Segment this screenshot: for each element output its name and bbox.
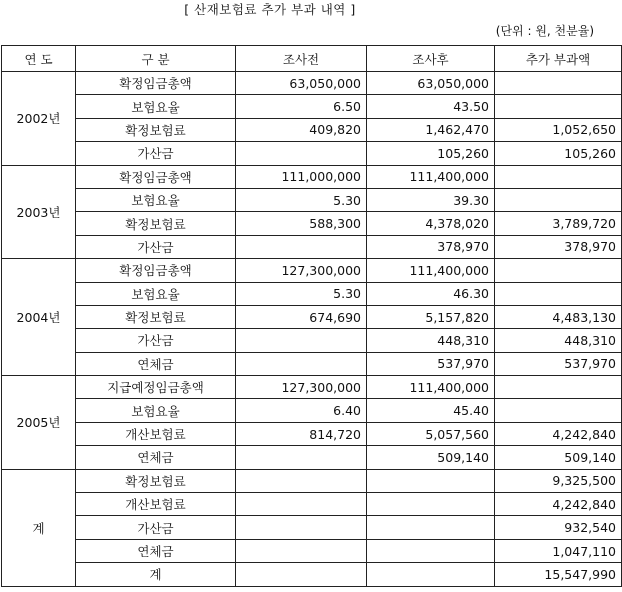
table-row [2,259,622,282]
after-value-cell: 45.40 [367,399,495,422]
after-value-cell: 111,400,000 [367,165,495,188]
table-row [2,235,622,258]
extra-charge-cell [495,188,622,211]
table-row [2,329,622,352]
table-row [2,95,622,118]
after-value-cell [367,493,495,516]
before-value-cell: 674,690 [236,305,367,328]
after-value-cell: 43.50 [367,95,495,118]
extra-charge-cell: 537,970 [495,352,622,375]
after-value-cell: 46.30 [367,282,495,305]
before-value-cell: 63,050,000 [236,72,367,95]
extra-charge-cell: 1,052,650 [495,118,622,141]
extra-charge-cell: 105,260 [495,142,622,165]
category-cell: 지급예정임금총액 [76,376,236,399]
surcharge-table [1,45,622,587]
year-cell: 2005년 [2,376,76,470]
header-year: 연 도 [2,46,76,72]
extra-charge-cell: 932,540 [495,516,622,539]
table-row [2,305,622,328]
category-cell: 보험요율 [76,95,236,118]
extra-charge-cell: 1,047,110 [495,539,622,562]
table-body [2,72,622,587]
category-cell: 확정임금총액 [76,165,236,188]
after-value-cell: 5,057,560 [367,422,495,445]
category-cell: 확정보험료 [76,305,236,328]
category-cell: 보험요율 [76,282,236,305]
extra-charge-cell: 448,310 [495,329,622,352]
after-value-cell [367,516,495,539]
category-cell: 가산금 [76,329,236,352]
category-cell: 확정보험료 [76,118,236,141]
header-before: 조사전 [236,46,367,72]
extra-charge-cell: 3,789,720 [495,212,622,235]
category-cell: 연체금 [76,539,236,562]
after-value-cell: 1,462,470 [367,118,495,141]
before-value-cell [236,469,367,492]
extra-charge-cell: 378,970 [495,235,622,258]
before-value-cell [236,446,367,469]
category-cell: 확정보험료 [76,212,236,235]
before-value-cell: 5.30 [236,188,367,211]
category-cell: 연체금 [76,446,236,469]
before-value-cell: 409,820 [236,118,367,141]
extra-charge-cell: 4,242,840 [495,422,622,445]
table-row [2,165,622,188]
year-cell: 계 [2,469,76,586]
category-cell: 개산보험료 [76,493,236,516]
before-value-cell: 127,300,000 [236,376,367,399]
table-row [2,399,622,422]
extra-charge-cell [495,259,622,282]
table-row [2,118,622,141]
year-cell: 2003년 [2,165,76,259]
category-cell: 확정보험료 [76,469,236,492]
before-value-cell [236,352,367,375]
after-value-cell: 39.30 [367,188,495,211]
document-title: [ 산재보험료 추가 부과 내역 ] [184,2,356,17]
after-value-cell: 111,400,000 [367,376,495,399]
header-after: 조사후 [367,46,495,72]
category-cell: 확정임금총액 [76,72,236,95]
after-value-cell: 111,400,000 [367,259,495,282]
table-row [2,188,622,211]
after-value-cell: 448,310 [367,329,495,352]
table-row [2,376,622,399]
category-cell: 보험요율 [76,188,236,211]
after-value-cell [367,469,495,492]
before-value-cell [236,235,367,258]
after-value-cell: 378,970 [367,235,495,258]
table-row [2,516,622,539]
extra-charge-cell: 4,242,840 [495,493,622,516]
extra-charge-cell [495,72,622,95]
extra-charge-cell: 9,325,500 [495,469,622,492]
before-value-cell: 6.40 [236,399,367,422]
extra-charge-cell [495,399,622,422]
after-value-cell: 509,140 [367,446,495,469]
year-cell: 2004년 [2,259,76,376]
category-cell: 확정임금총액 [76,259,236,282]
category-cell: 연체금 [76,352,236,375]
table-row [2,142,622,165]
before-value-cell [236,539,367,562]
after-value-cell: 5,157,820 [367,305,495,328]
after-value-cell [367,563,495,586]
extra-charge-cell [495,95,622,118]
before-value-cell: 588,300 [236,212,367,235]
before-value-cell [236,142,367,165]
before-value-cell [236,329,367,352]
year-cell: 2002년 [2,72,76,166]
table-row [2,539,622,562]
table-row [2,352,622,375]
extra-charge-cell: 509,140 [495,446,622,469]
after-value-cell: 63,050,000 [367,72,495,95]
before-value-cell: 111,000,000 [236,165,367,188]
table-row [2,469,622,492]
extra-charge-cell [495,376,622,399]
unit-note: (단위 : 원, 천분율) [495,24,594,38]
table-row [2,493,622,516]
before-value-cell: 814,720 [236,422,367,445]
table-row [2,212,622,235]
category-cell: 개산보험료 [76,422,236,445]
after-value-cell: 105,260 [367,142,495,165]
header-category: 구 분 [76,46,236,72]
after-value-cell: 537,970 [367,352,495,375]
before-value-cell [236,493,367,516]
table-row [2,563,622,586]
extra-charge-cell: 15,547,990 [495,563,622,586]
table-row [2,282,622,305]
extra-charge-cell: 4,483,130 [495,305,622,328]
category-cell: 가산금 [76,516,236,539]
category-cell: 가산금 [76,235,236,258]
category-cell: 계 [76,563,236,586]
category-cell: 보험요율 [76,399,236,422]
category-cell: 가산금 [76,142,236,165]
before-value-cell: 6.50 [236,95,367,118]
table-row [2,446,622,469]
after-value-cell: 4,378,020 [367,212,495,235]
extra-charge-cell [495,165,622,188]
before-value-cell [236,563,367,586]
table-row [2,422,622,445]
after-value-cell [367,539,495,562]
before-value-cell: 127,300,000 [236,259,367,282]
before-value-cell: 5.30 [236,282,367,305]
before-value-cell [236,516,367,539]
table-row [2,72,622,95]
table-header-row [2,46,622,72]
header-extra: 추가 부과액 [495,46,622,72]
extra-charge-cell [495,282,622,305]
